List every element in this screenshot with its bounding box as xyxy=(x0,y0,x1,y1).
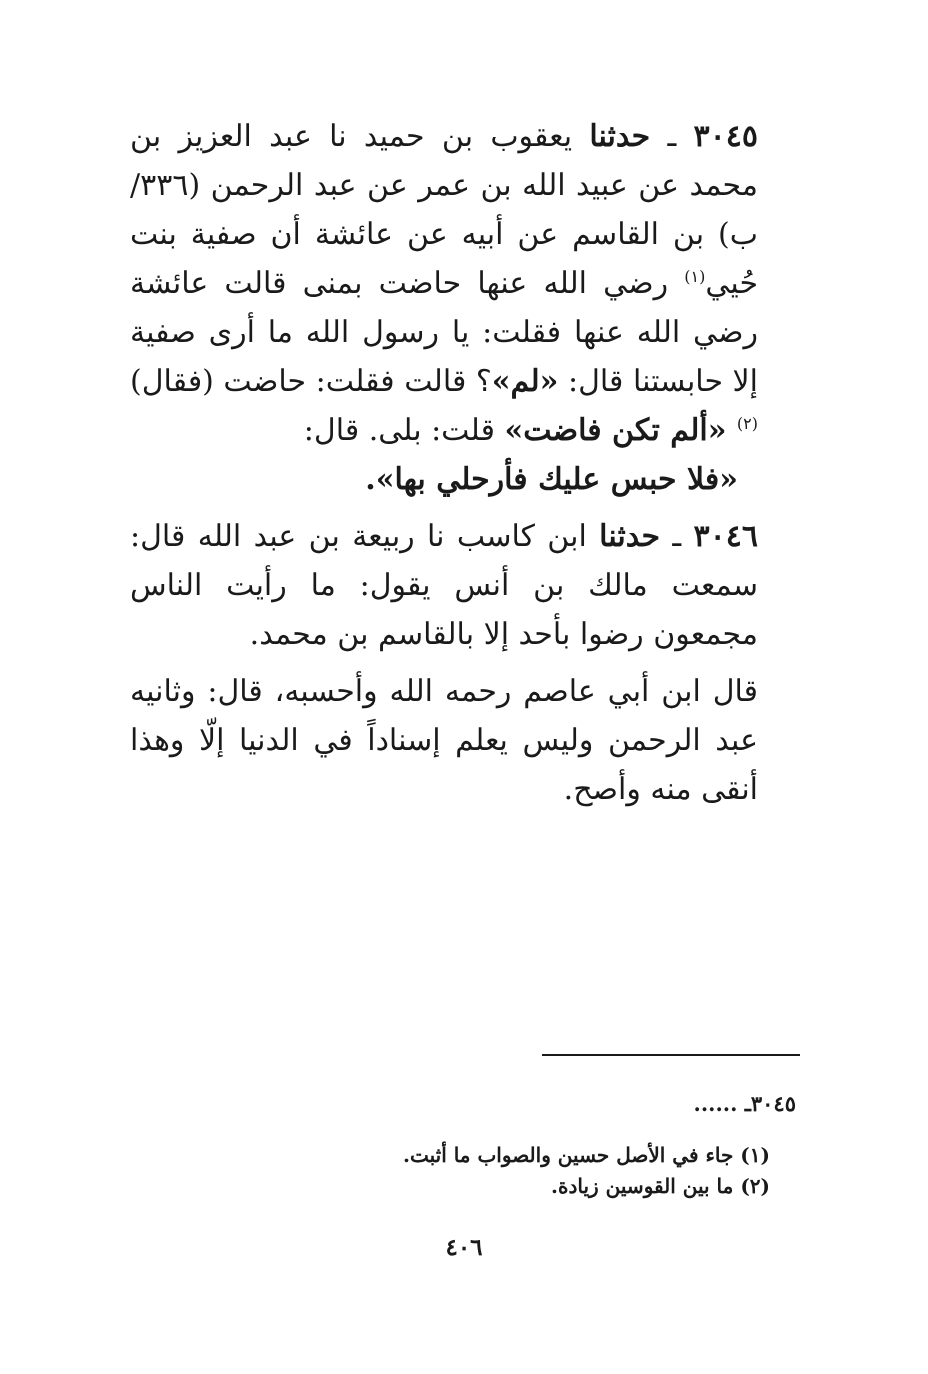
hadith-number: ٣٠٤٦ xyxy=(693,519,758,554)
quote-final-dot: . xyxy=(365,462,376,497)
matn-text: رضي الله عنها حاضت بمنى قالت عائشة رضي الله عنها فقلت: يا رسول الله ما أرى صفية إلا حابستنا قال: xyxy=(130,266,759,399)
main-text xyxy=(130,112,808,814)
quote-final: «فلا حبس عليك فأرحلي بها» xyxy=(375,462,738,497)
quote-faadat: «ألم تكن فاضت» xyxy=(504,413,737,448)
haddathana: حدثنا xyxy=(589,119,651,154)
footnote-separator xyxy=(542,1054,800,1056)
footnote-1: (١) جاء في الأصل حسين والصواب ما أثبت. xyxy=(402,1143,770,1167)
dash: ـ xyxy=(650,119,694,154)
dash: ـ xyxy=(660,519,694,554)
quote-lam: «لم» xyxy=(491,364,559,399)
quote-final-line xyxy=(130,455,758,504)
hadith-number: ٣٠٤٥ xyxy=(693,119,758,154)
commentary-text: قال ابن أبي عاصم رحمه الله وأحسبه، قال: وثانيه عبد الرحمن وليس يعلم إسناداً في الدنيا إلّا وهذا أنقى منه وأصح. xyxy=(130,674,758,807)
matn-text-3: قلت: بلى. قال: xyxy=(303,413,505,448)
footnote-2: (٢) ما بين القوسين زيادة. xyxy=(551,1174,770,1198)
footnote-list xyxy=(403,1140,770,1202)
haddathana: حدثنا xyxy=(599,519,661,554)
hadith-3046 xyxy=(130,512,808,659)
commentary xyxy=(130,667,808,814)
hadith-text: ابن كاسب نا ربيعة بن عبد الله قال: سمعت مالك بن أنس يقول: ما رأيت الناس مجمعون رضوا بأحد إلا بالقاسم بن محمد. xyxy=(130,519,758,652)
isnad-text: يعقوب بن حميد نا عبد العزيز بن محمد عن عبيد الله بن عمر عن عبد الرحمن (٣٣٦/ب) بن القاسم عن أبيه عن عائشة أن صفية بنت حُيي xyxy=(130,119,758,301)
matn-text-2: ؟ قالت فقلت: حاضت (فقال) xyxy=(130,364,492,399)
footnote-ref-1[interactable]: (١) xyxy=(684,267,706,286)
footnote-ref-2[interactable]: (٢) xyxy=(736,414,758,433)
footnote-heading: ٣٠٤٥ـ ...... xyxy=(693,1091,796,1116)
page-number: ٤٠٦ xyxy=(445,1234,483,1261)
hadith-3045 xyxy=(130,112,808,504)
